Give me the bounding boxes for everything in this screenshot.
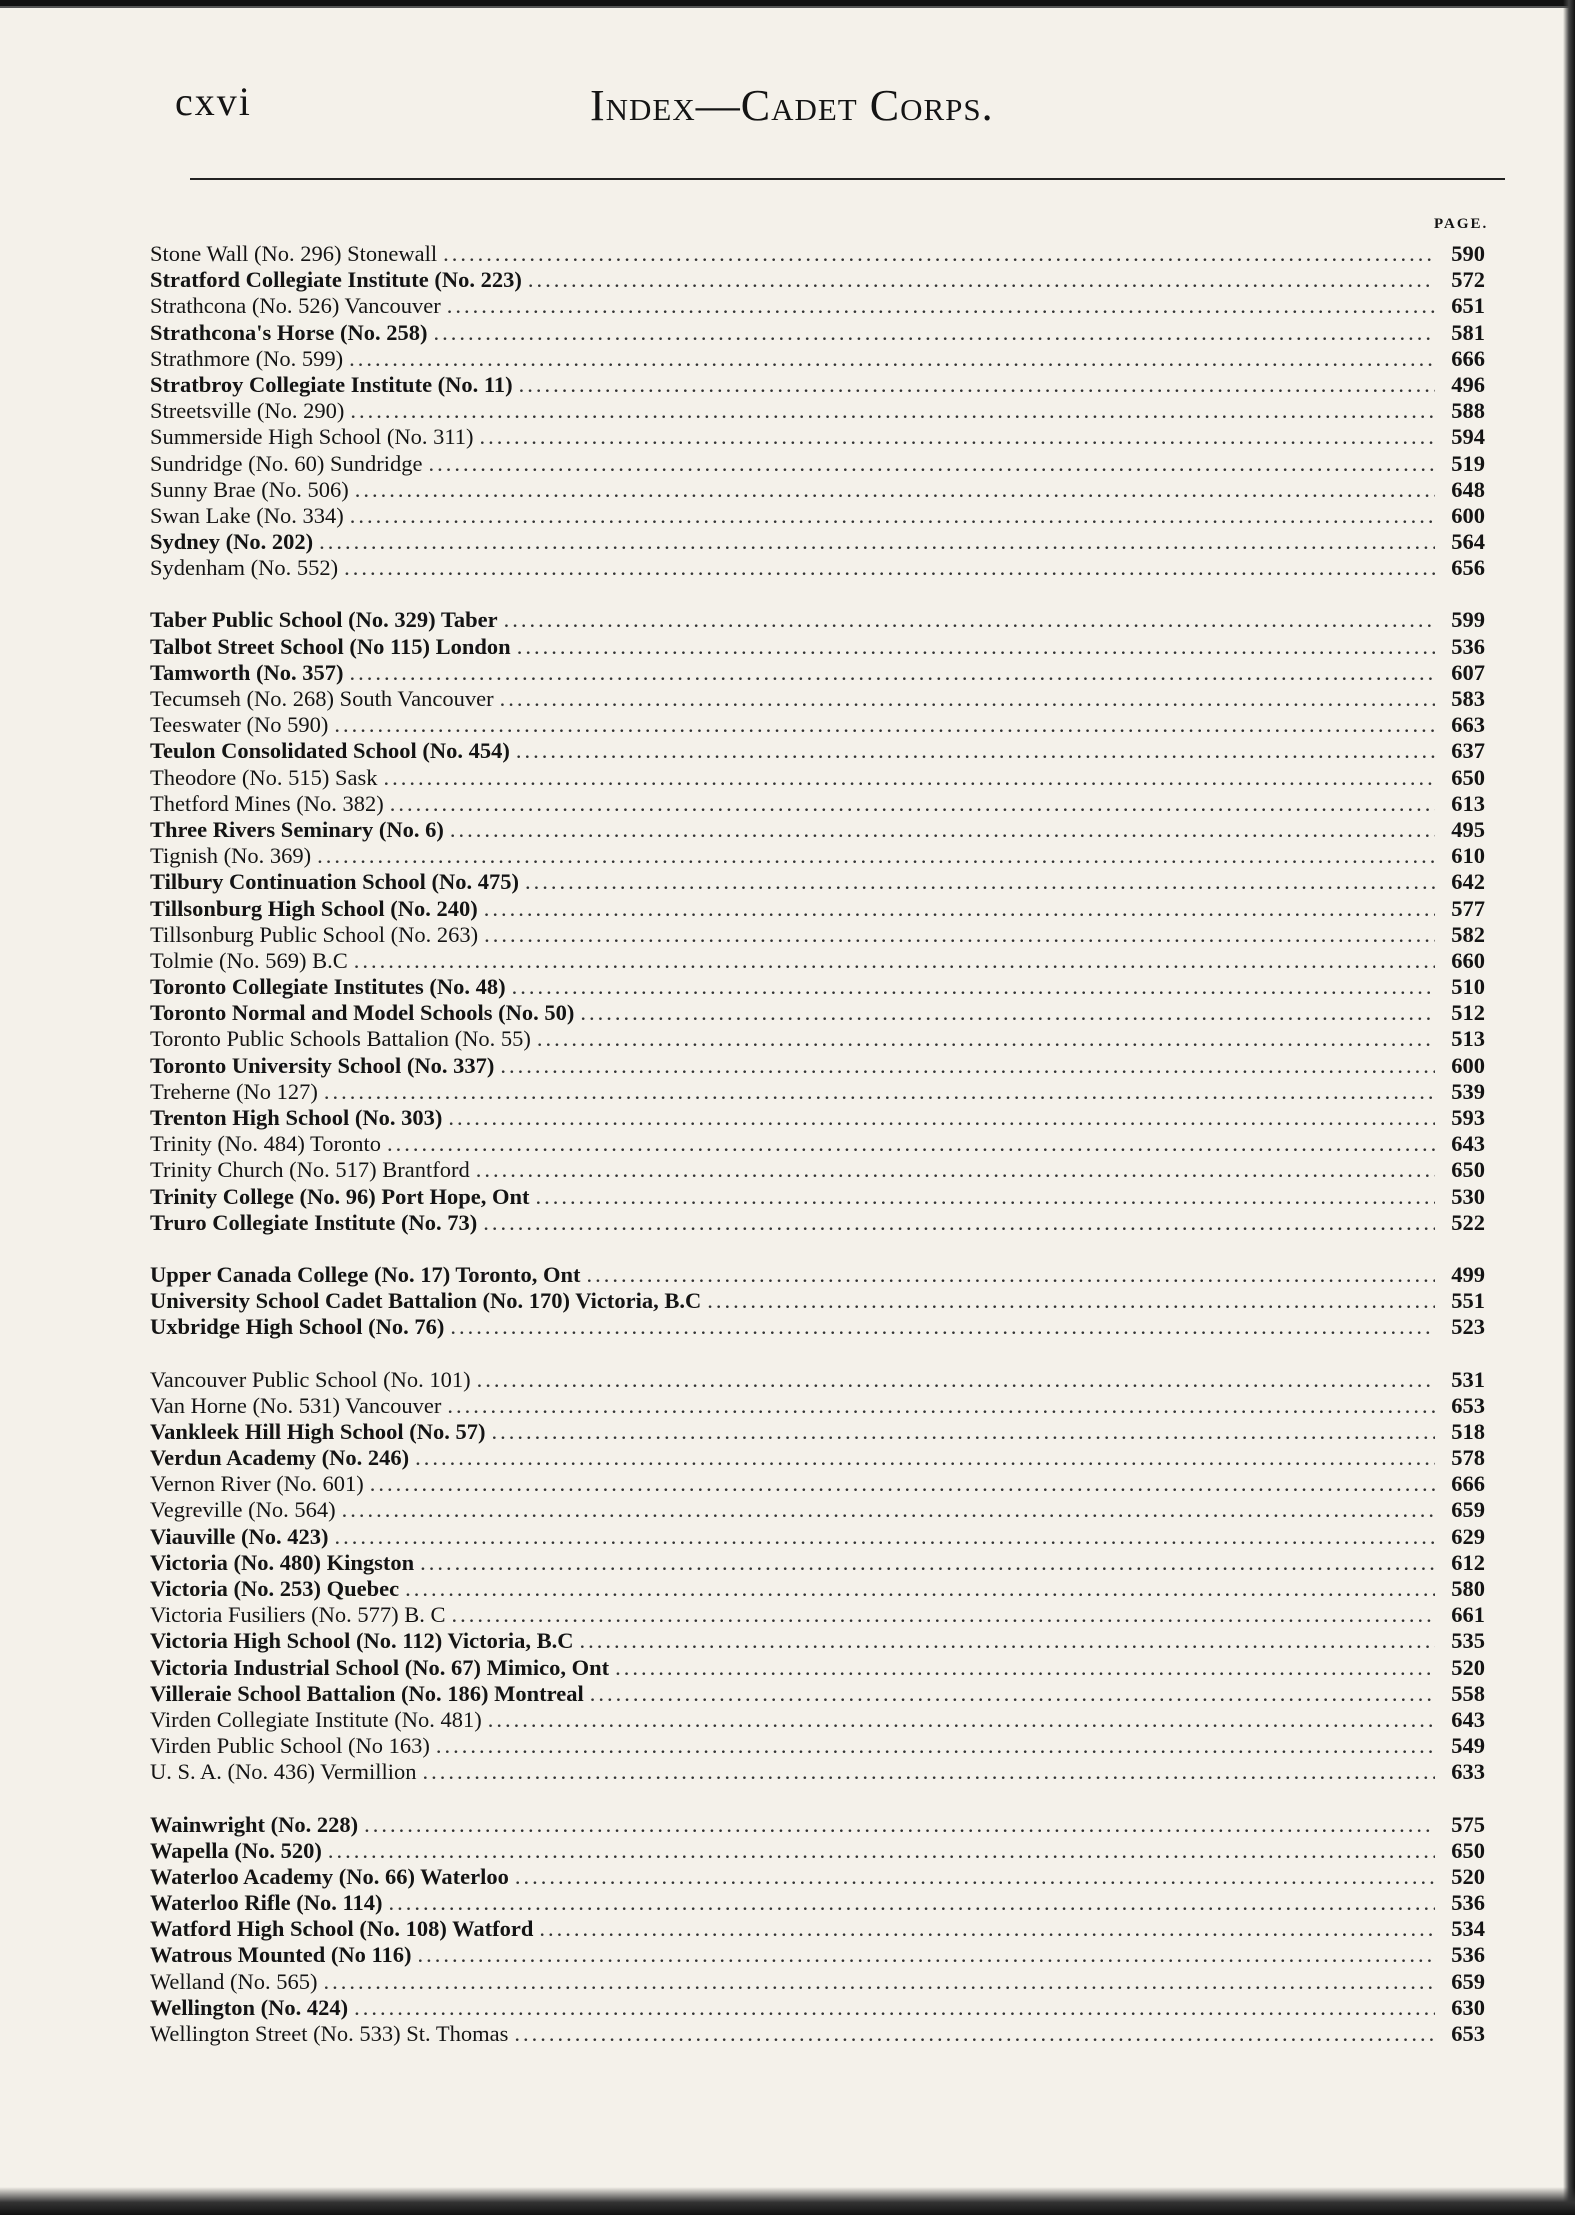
- dot-leader: [334, 712, 1435, 738]
- index-entry: [150, 1471, 1485, 1497]
- dot-leader: [580, 1628, 1435, 1654]
- dot-leader: [350, 398, 1435, 424]
- entry-page-number: 499: [1451, 1261, 1485, 1287]
- entry-page-number: 659: [1451, 1497, 1485, 1523]
- entry-page-number: 613: [1451, 790, 1485, 816]
- dot-leader: [422, 1759, 1435, 1785]
- index-entry: [150, 974, 1485, 1000]
- entry-name: Waterloo Academy (No. 66) Waterloo: [150, 1863, 509, 1889]
- dot-leader: [317, 843, 1435, 869]
- index-entry: [150, 1184, 1485, 1210]
- dot-leader: [590, 1681, 1435, 1707]
- page-top-edge: [0, 0, 1575, 10]
- dot-leader: [354, 1995, 1435, 2021]
- entry-page-number: 531: [1451, 1366, 1485, 1392]
- dot-leader: [450, 1314, 1435, 1340]
- entry-page-number: 600: [1451, 502, 1485, 528]
- entry-name: Sydenham (No. 552): [150, 555, 339, 581]
- index-entry: [150, 1707, 1485, 1733]
- entry-page-number: 599: [1451, 607, 1485, 633]
- entry-name: Summerside High School (No. 311): [150, 424, 474, 450]
- page-number: cxvi: [175, 79, 252, 124]
- dot-leader: [480, 424, 1435, 450]
- dot-leader: [355, 477, 1435, 503]
- entry-page-number: 643: [1451, 1131, 1485, 1157]
- index-entry: [150, 922, 1485, 948]
- entry-name: Tamworth (No. 357): [150, 659, 344, 685]
- entry-page-number: 666: [1451, 345, 1485, 371]
- index-entry: [150, 1838, 1485, 1864]
- dot-leader: [515, 1864, 1435, 1890]
- entry-name: Swan Lake (No. 334): [150, 502, 344, 528]
- entry-page-number: 523: [1451, 1314, 1485, 1340]
- index-entry: [150, 1942, 1485, 1968]
- entry-page-number: 607: [1451, 659, 1485, 685]
- index-entry: [150, 503, 1485, 529]
- index-entry: [150, 372, 1485, 398]
- index-entry: [150, 293, 1485, 319]
- entry-name: Wellington (No. 424): [150, 1994, 349, 2020]
- index-section: [150, 1812, 1485, 2048]
- entry-page-number: 590: [1451, 241, 1485, 266]
- entry-page-number: 496: [1451, 371, 1485, 397]
- entry-page-number: 629: [1451, 1523, 1485, 1549]
- dot-leader: [615, 1655, 1435, 1681]
- index-entry: [150, 1759, 1485, 1785]
- entry-name: Welland (No. 565): [150, 1968, 318, 1994]
- index-entry: [150, 1419, 1485, 1445]
- dot-leader: [364, 1812, 1435, 1838]
- dot-leader: [580, 1000, 1435, 1026]
- index-entry: [150, 1393, 1485, 1419]
- dot-leader: [383, 765, 1435, 791]
- entry-name: Wellington Street (No. 533) St. Thomas: [150, 2021, 509, 2046]
- entry-name: Trenton High School (No. 303): [150, 1105, 443, 1130]
- entry-name: Toronto Collegiate Institutes (No. 48): [150, 974, 506, 1000]
- page-bottom-edge: [0, 2187, 1575, 2215]
- entry-name: Stone Wall (No. 296) Stonewall: [150, 241, 438, 266]
- dot-leader: [536, 1184, 1435, 1210]
- index-section: [150, 1262, 1485, 1341]
- entry-page-number: 643: [1451, 1706, 1485, 1732]
- entry-name: Verdun Academy (No. 246): [150, 1445, 410, 1471]
- entry-name: Tecumseh (No. 268) South Vancouver: [150, 686, 494, 711]
- dot-leader: [436, 1733, 1435, 1759]
- entry-name: Strathcona (No. 526) Vancouver: [150, 293, 441, 319]
- dot-leader: [586, 1262, 1435, 1288]
- dot-leader: [491, 1419, 1435, 1445]
- dot-leader: [324, 1969, 1435, 1995]
- entry-page-number: 520: [1451, 1863, 1485, 1889]
- entry-name: Virden Public School (No 163): [150, 1733, 430, 1759]
- entry-name: Wainwright (No. 228): [150, 1811, 359, 1837]
- index-entry: [150, 1026, 1485, 1052]
- dot-leader: [370, 1471, 1435, 1497]
- dot-leader: [500, 686, 1435, 712]
- entry-name: Wapella (No. 520): [150, 1837, 322, 1863]
- index-entry: [150, 869, 1485, 895]
- dot-leader: [500, 1053, 1435, 1079]
- index-entry: [150, 660, 1485, 686]
- index-entry: [150, 241, 1485, 267]
- index-entry: [150, 1864, 1485, 1890]
- index-entry: [150, 1916, 1485, 1942]
- entry-name: U. S. A. (No. 436) Vermillion: [150, 1759, 417, 1785]
- index-entry: [150, 791, 1485, 817]
- entry-name: Watrous Mounted (No 116): [150, 1942, 412, 1968]
- entry-page-number: 630: [1451, 1994, 1485, 2020]
- dot-leader: [324, 1079, 1435, 1105]
- dot-leader: [707, 1288, 1435, 1314]
- entry-page-number: 522: [1451, 1209, 1485, 1235]
- dot-leader: [390, 791, 1435, 817]
- entry-name: Three Rivers Seminary (No. 6): [150, 816, 444, 842]
- dot-leader: [504, 607, 1435, 633]
- index-entry: [150, 948, 1485, 974]
- index-entry: [150, 1681, 1485, 1707]
- index-entry: [150, 1288, 1485, 1314]
- entry-page-number: 648: [1451, 476, 1485, 502]
- entry-page-number: 578: [1451, 1445, 1485, 1471]
- entry-name: Victoria Fusiliers (No. 577) B. C: [150, 1602, 446, 1628]
- entry-page-number: 536: [1451, 1890, 1485, 1916]
- index-entry: [150, 1262, 1485, 1288]
- entry-page-number: 549: [1451, 1733, 1485, 1759]
- index-entry: [150, 424, 1485, 450]
- dot-leader: [476, 1157, 1435, 1183]
- entry-page-number: 612: [1451, 1549, 1485, 1575]
- dot-leader: [387, 1131, 1435, 1157]
- entry-page-number: 580: [1451, 1576, 1485, 1601]
- index-list: [150, 241, 1485, 2073]
- entry-page-number: 600: [1451, 1052, 1485, 1078]
- index-entry: [150, 398, 1485, 424]
- entry-page-number: 513: [1451, 1026, 1485, 1052]
- entry-page-number: 520: [1451, 1654, 1485, 1680]
- entry-page-number: 495: [1451, 816, 1485, 842]
- entry-page-number: 642: [1451, 869, 1485, 895]
- index-entry: [150, 2021, 1485, 2047]
- index-entry: [150, 1550, 1485, 1576]
- entry-name: Sunny Brae (No. 506): [150, 476, 349, 502]
- dot-leader: [342, 1497, 1435, 1523]
- entry-name: Victoria (No. 253) Quebec: [150, 1576, 400, 1601]
- dot-leader: [452, 1602, 1436, 1628]
- entry-page-number: 653: [1451, 1392, 1485, 1418]
- dot-leader: [525, 869, 1435, 895]
- index-entry: [150, 555, 1485, 581]
- index-entry: [150, 817, 1485, 843]
- index-entry: [150, 1628, 1485, 1654]
- index-entry: [150, 738, 1485, 764]
- index-entry: [150, 1995, 1485, 2021]
- entry-name: Teulon Consolidated School (No. 454): [150, 738, 510, 764]
- index-section: [150, 241, 1485, 581]
- dot-leader: [528, 267, 1435, 293]
- entry-page-number: 637: [1451, 738, 1485, 764]
- index-entry: [150, 1655, 1485, 1681]
- entry-page-number: 661: [1451, 1602, 1485, 1628]
- dot-leader: [433, 320, 1435, 346]
- index-entry: [150, 1367, 1485, 1393]
- dot-leader: [483, 1210, 1435, 1236]
- index-entry: [150, 1079, 1485, 1105]
- entry-name: Watford High School (No. 108) Watford: [150, 1916, 534, 1942]
- index-entry: [150, 529, 1485, 555]
- entry-name: Taber Public School (No. 329) Taber: [150, 607, 498, 633]
- entry-page-number: 518: [1451, 1418, 1485, 1444]
- index-entry: [150, 267, 1485, 293]
- index-section: [150, 1367, 1485, 1786]
- entry-name: Toronto University School (No. 337): [150, 1052, 495, 1078]
- index-entry: [150, 451, 1485, 477]
- dot-leader: [350, 503, 1435, 529]
- dot-leader: [484, 922, 1435, 948]
- index-entry: [150, 1314, 1485, 1340]
- entry-name: University School Cadet Battalion (No. 170) Victoria, B.C: [150, 1288, 702, 1314]
- dot-leader: [450, 817, 1435, 843]
- entry-name: Victoria Industrial School (No. 67) Mimico, Ont: [150, 1654, 610, 1680]
- entry-name: Victoria High School (No. 112) Victoria, B.C: [150, 1628, 574, 1654]
- entry-name: Teeswater (No 590): [150, 712, 329, 738]
- dot-leader: [335, 1524, 1435, 1550]
- index-entry: [150, 346, 1485, 372]
- entry-page-number: 650: [1451, 1837, 1485, 1863]
- entry-name: Truro Collegiate Institute (No. 73): [150, 1209, 478, 1235]
- index-entry: [150, 765, 1485, 791]
- dot-leader: [488, 1707, 1435, 1733]
- dot-leader: [477, 1367, 1435, 1393]
- dot-leader: [319, 529, 1435, 555]
- entry-name: Tilbury Continuation School (No. 475): [150, 869, 520, 895]
- dot-leader: [405, 1576, 1435, 1602]
- index-entry: [150, 896, 1485, 922]
- index-entry: [150, 320, 1485, 346]
- index-entry: [150, 1157, 1485, 1183]
- entry-name: Tillsonburg High School (No. 240): [150, 895, 478, 921]
- entry-page-number: 519: [1451, 450, 1485, 476]
- entry-page-number: 588: [1451, 398, 1485, 424]
- entry-name: Treherne (No 127): [150, 1078, 318, 1104]
- entry-page-number: 666: [1451, 1471, 1485, 1497]
- entry-name: Theodore (No. 515) Sask: [150, 764, 378, 790]
- entry-page-number: 530: [1451, 1183, 1485, 1209]
- entry-page-number: 558: [1451, 1680, 1485, 1706]
- entry-name: Vernon River (No. 601): [150, 1471, 364, 1497]
- dot-leader: [349, 346, 1435, 372]
- entry-page-number: 577: [1451, 895, 1485, 921]
- entry-page-number: 551: [1451, 1288, 1485, 1314]
- index-entry: [150, 1445, 1485, 1471]
- entry-page-number: 659: [1451, 1968, 1485, 1994]
- entry-page-number: 633: [1451, 1759, 1485, 1785]
- entry-name: Van Horne (No. 531) Vancouver: [150, 1392, 442, 1418]
- entry-name: Villeraie School Battalion (No. 186) Montreal: [150, 1680, 584, 1706]
- dot-leader: [514, 2021, 1435, 2047]
- entry-name: Trinity College (No. 96) Port Hope, Ont: [150, 1183, 530, 1209]
- dot-leader: [428, 451, 1435, 477]
- entry-page-number: 651: [1451, 293, 1485, 319]
- dot-leader: [516, 738, 1435, 764]
- entry-name: Tolmie (No. 569) B.C: [150, 947, 348, 973]
- entry-page-number: 534: [1451, 1916, 1485, 1942]
- entry-name: Tillsonburg Public School (No. 263): [150, 921, 479, 947]
- entry-page-number: 610: [1451, 843, 1485, 869]
- index-entry: [150, 1000, 1485, 1026]
- index-entry: [150, 1890, 1485, 1916]
- entry-name: Virden Collegiate Institute (No. 481): [150, 1706, 482, 1732]
- index-entry: [150, 1576, 1485, 1602]
- index-entry: [150, 1812, 1485, 1838]
- entry-page-number: 564: [1451, 529, 1485, 555]
- dot-leader: [512, 974, 1435, 1000]
- index-entry: [150, 1105, 1485, 1131]
- index-entry: [150, 1733, 1485, 1759]
- dot-leader: [415, 1445, 1435, 1471]
- entry-name: Vegreville (No. 564): [150, 1497, 336, 1523]
- entry-page-number: 653: [1451, 2021, 1485, 2046]
- entry-page-number: 593: [1451, 1105, 1485, 1130]
- dot-leader: [519, 372, 1435, 398]
- entry-page-number: 656: [1451, 555, 1485, 581]
- dot-leader: [420, 1550, 1435, 1576]
- entry-name: Victoria (No. 480) Kingston: [150, 1549, 415, 1575]
- dot-leader: [443, 241, 1435, 267]
- dot-leader: [484, 896, 1435, 922]
- dot-leader: [537, 1026, 1435, 1052]
- entry-page-number: 594: [1451, 424, 1485, 450]
- entry-name: Waterloo Rifle (No. 114): [150, 1890, 383, 1916]
- entry-page-number: 510: [1451, 974, 1485, 1000]
- entry-page-number: 539: [1451, 1078, 1485, 1104]
- entry-page-number: 650: [1451, 1157, 1485, 1183]
- entry-name: Tignish (No. 369): [150, 843, 312, 869]
- entry-page-number: 650: [1451, 764, 1485, 790]
- index-entry: [150, 686, 1485, 712]
- dot-leader: [448, 1105, 1435, 1131]
- entry-page-number: 535: [1451, 1628, 1485, 1654]
- index-entry: [150, 1131, 1485, 1157]
- index-entry: [150, 477, 1485, 503]
- page-column-heading: PAGE.: [1434, 216, 1489, 232]
- index-entry: [150, 1524, 1485, 1550]
- entry-page-number: 582: [1451, 921, 1485, 947]
- entry-name: Toronto Public Schools Battalion (No. 55): [150, 1026, 531, 1052]
- entry-name: Stratford Collegiate Institute (No. 223): [150, 267, 522, 293]
- index-section: [150, 607, 1485, 1236]
- page-right-edge: [1563, 0, 1575, 2215]
- entry-name: Viauville (No. 423): [150, 1523, 329, 1549]
- entry-name: Sydney (No. 202): [150, 529, 314, 555]
- entry-page-number: 663: [1451, 712, 1485, 738]
- entry-page-number: 660: [1451, 947, 1485, 973]
- entry-name: Vankleek Hill High School (No. 57): [150, 1418, 486, 1444]
- entry-page-number: 512: [1451, 1000, 1485, 1026]
- dot-leader: [417, 1942, 1435, 1968]
- dot-leader: [388, 1890, 1435, 1916]
- entry-name: Talbot Street School (No 115) London: [150, 633, 511, 659]
- index-entry: [150, 607, 1485, 633]
- dot-leader: [447, 293, 1435, 319]
- page-title: Index—Cadet Corps.: [590, 81, 994, 130]
- dot-leader: [517, 634, 1435, 660]
- entry-name: Sundridge (No. 60) Sundridge: [150, 450, 423, 476]
- entry-page-number: 536: [1451, 1942, 1485, 1968]
- dot-leader: [328, 1838, 1435, 1864]
- dot-leader: [447, 1393, 1435, 1419]
- index-entry: [150, 843, 1485, 869]
- index-entry: [150, 1969, 1485, 1995]
- index-entry: [150, 712, 1485, 738]
- entry-name: Vancouver Public School (No. 101): [150, 1366, 471, 1392]
- entry-name: Thetford Mines (No. 382): [150, 790, 384, 816]
- entry-name: Streetsville (No. 290): [150, 398, 345, 424]
- dot-leader: [350, 660, 1435, 686]
- entry-name: Uxbridge High School (No. 76): [150, 1314, 445, 1340]
- entry-name: Trinity Church (No. 517) Brantford: [150, 1157, 470, 1183]
- entry-page-number: 572: [1451, 267, 1485, 293]
- index-entry: [150, 634, 1485, 660]
- entry-name: Strathmore (No. 599): [150, 345, 344, 371]
- entry-name: Toronto Normal and Model Schools (No. 50): [150, 1000, 575, 1026]
- index-entry: [150, 1210, 1485, 1236]
- entry-page-number: 581: [1451, 319, 1485, 345]
- dot-leader: [354, 948, 1435, 974]
- index-entry: [150, 1497, 1485, 1523]
- entry-name: Stratbroy Collegiate Institute (No. 11): [150, 371, 513, 397]
- dot-leader: [344, 555, 1435, 581]
- entry-name: Trinity (No. 484) Toronto: [150, 1131, 381, 1157]
- header-rule: [190, 178, 1505, 180]
- entry-page-number: 536: [1451, 633, 1485, 659]
- entry-page-number: 575: [1451, 1811, 1485, 1837]
- dot-leader: [539, 1916, 1435, 1942]
- index-entry: [150, 1053, 1485, 1079]
- entry-page-number: 583: [1451, 686, 1485, 711]
- entry-name: Upper Canada College (No. 17) Toronto, Ont: [150, 1261, 581, 1287]
- entry-name: Strathcona's Horse (No. 258): [150, 319, 428, 345]
- index-entry: [150, 1602, 1485, 1628]
